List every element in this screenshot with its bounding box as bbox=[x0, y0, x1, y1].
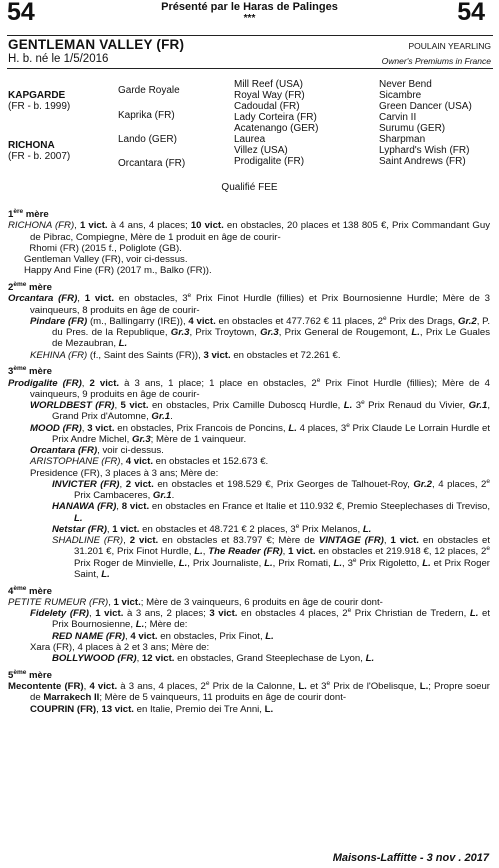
presented-by: Présenté par le Haras de Palinges bbox=[161, 1, 338, 13]
pedigree-gggs-7: Lyphard's Wish (FR) bbox=[379, 145, 470, 156]
pedigree-ggs-2: Royal Way (FR) bbox=[234, 90, 305, 101]
paragraph: INVICTER (FR), 2 vict. en obstacles et 198.529 €, Prix Georges de Talhouet-Roy, Gr.2, 4 places, 2e Prix Cambaceres, Gr.1. bbox=[52, 477, 490, 501]
paragraph: Happy And Fine (FR) (2017 m., Balko (FR)). bbox=[8, 265, 212, 277]
paragraph: Presidence (FR), 3 places à 3 ans; Mère de: bbox=[30, 467, 219, 479]
pedigree-ggs-3: Cadoudal (FR) bbox=[234, 101, 300, 112]
section-heading: 3ème mère bbox=[8, 365, 52, 378]
paragraph: MOOD (FR), 3 vict. en obstacles, Prix Francois de Poncins, L. 4 places, 3e Prix Claude Le Lorrain Hurdle et Prix Andre Michel, Gr.3; Mère de 1 vainqueur. bbox=[30, 421, 490, 445]
family-details bbox=[8, 209, 490, 715]
paragraph: Fidelety (FR), 1 vict. à 3 ans, 2 places; 3 vict. en obstacles 4 places, 2e Prix Christian de Tredern, L. et Prix Bournosienne, L.; Mère de: bbox=[30, 606, 490, 631]
paragraph: Rhomi (FR) (2015 f., Poliglote (GB). bbox=[8, 242, 182, 254]
pedigree-sire bbox=[8, 90, 70, 112]
sale-type: POULAIN YEARLING bbox=[408, 41, 491, 51]
horse-description: H. b. né le 1/5/2016 bbox=[8, 53, 109, 65]
section-heading: 5ème mère bbox=[8, 668, 52, 681]
pedigree-gs-4: Orcantara (FR) bbox=[118, 158, 186, 169]
paragraph: KEHINA (FR) (f., Saint des Saints (FR)), 3 vict. en obstacles et 72.261 €. bbox=[30, 349, 341, 361]
pedigree-gs-2: Kaprika (FR) bbox=[118, 110, 175, 121]
section-heading: 1ère mère bbox=[8, 207, 49, 220]
pedigree-gggs-8: Saint Andrews (FR) bbox=[379, 156, 466, 167]
footer-sale-date: Maisons-Laffitte - 3 nov . 2017 bbox=[332, 852, 489, 864]
dam-name: RICHONA bbox=[8, 140, 55, 151]
bottom-rule bbox=[7, 68, 493, 69]
paragraph: RICHONA (FR), 1 vict. à 4 ans, 4 places; 10 vict. en obstacles, 20 places et 138 805 €, Prix Commandant Guy de Pibrac, Compiegne, Mère de 1 produit en âge de courir- bbox=[8, 220, 490, 243]
pedigree-gggs-5: Surumu (GER) bbox=[379, 123, 446, 134]
pedigree-gggs-1: Never Bend bbox=[379, 79, 432, 90]
paragraph: RED NAME (FR), 4 vict. en obstacles, Prix Finot, L. bbox=[52, 630, 274, 642]
pedigree-ggs-7: Villez (USA) bbox=[234, 145, 288, 156]
pedigree-gggs-4: Carvin II bbox=[379, 112, 417, 123]
sire-info: (FR - b. 1999) bbox=[8, 101, 71, 112]
paragraph: Pindare (FR) (m., Ballingarry (IRE)), 4 vict. en obstacles et 477.762 € 11 places, 2e Prix des Drags, Gr.2, P. du Pres. de la Republique, Gr.3, Prix Troytown, Gr.3, Prix General de Rougemont, L., Prix Le Guales de Mezaubran, L. bbox=[30, 314, 490, 350]
paragraph: WORLDBEST (FR), 5 vict. en obstacles, Prix Camille Duboscq Hurdle, L. 3e Prix Renaud du Vivier, Gr.1, Grand Prix d'Automne, Gr.1. bbox=[30, 398, 490, 423]
section-heading: 2ème mère bbox=[8, 280, 52, 293]
pedigree-ggs-4: Lady Corteira (FR) bbox=[234, 112, 317, 123]
pedigree-gggs-3: Green Dancer (USA) bbox=[379, 101, 472, 112]
consignor: Owner's Premiums in France bbox=[381, 56, 491, 66]
pedigree-ggs-6: Laurea bbox=[234, 134, 266, 145]
stars: *** bbox=[243, 13, 256, 24]
section-heading: 4ème mère bbox=[8, 584, 52, 597]
paragraph: HANAWA (FR), 8 vict. en obstacles en France et Italie et 110.932 €, Premio Steeplechases di Treviso, L. bbox=[52, 501, 490, 524]
pedigree-ggs-col bbox=[234, 79, 319, 167]
qualification: Qualifié FEE bbox=[221, 182, 278, 193]
pedigree-gs-1: Garde Royale bbox=[118, 85, 180, 96]
paragraph: BOLLYWOOD (FR), 12 vict. en obstacles, Grand Steeplechase de Lyon, L. bbox=[52, 653, 375, 664]
paragraph: COUPRIN (FR), 13 vict. en Italie, Premio dei Tre Anni, L. bbox=[30, 703, 274, 715]
paragraph: PETITE RUMEUR (FR), 1 vict.; Mère de 3 vainqueurs, 6 produits en âge de courir dont- bbox=[8, 596, 383, 608]
horse-name: GENTLEMAN VALLEY (FR) bbox=[8, 37, 185, 52]
paragraph: ARISTOPHANE (FR), 4 vict. en obstacles et 152.673 €. bbox=[30, 456, 269, 468]
pedigree-ggs-8: Prodigalite (FR) bbox=[234, 156, 305, 167]
pedigree-gggs-6: Sharpman bbox=[379, 134, 426, 145]
pedigree-ggs-5: Acatenango (GER) bbox=[234, 123, 319, 134]
paragraph: Gentleman Valley (FR), voir ci-dessus. bbox=[8, 254, 188, 265]
top-rule bbox=[7, 35, 493, 36]
paragraph: Prodigalite (FR), 2 vict. à 3 ans, 1 place; 1 place en obstacles, 2e Prix Finot Hurdle (fillies); Mère de 4 vainqueurs, 9 produits en âge de courir- bbox=[8, 376, 491, 400]
dam-info: (FR - b. 2007) bbox=[8, 151, 71, 162]
paragraph: Mecontente (FR), 4 vict. à 3 ans, 4 places, 2e Prix de la Calonne, L. et 3e Prix de l'Obelisque, L.; Propre soeur de Marrakech II; Mère de 5 vainqueurs, 11 produits en âge de courir dont- bbox=[8, 679, 491, 704]
pedigree-gggs-col bbox=[379, 79, 472, 167]
paragraph: Orcantara (FR), voir ci-dessus. bbox=[30, 445, 164, 456]
pedigree-gggs-2: Sicambre bbox=[379, 90, 422, 101]
paragraph: SHADLINE (FR), 2 vict. en obstacles et 83.797 €; Mère de VINTAGE (FR), 1 vict. en obstacles et 31.201 €, Prix Finot Hurdle, L., The Reader (FR), 1 vict. en obstacles et 219.918 €, 12 places, 2e Prix Roger de Minvielle, L., Prix Journaliste, L., Prix Romati, L., 3e Prix Rigoletto, L. et Prix Roger Saint, L. bbox=[52, 535, 490, 580]
paragraph: Orcantara (FR), 1 vict. en obstacles, 3e Prix Finot Hurdle (fillies) et Prix Bournosienne Hurdle; Mère de 3 vainqueurs, 8 produits en âge de courir- bbox=[8, 292, 490, 316]
paragraph: Xara (FR), 4 places à 2 et 3 ans; Mère de: bbox=[30, 641, 210, 653]
lot-number-left: 54 bbox=[7, 0, 35, 26]
lot-number-right: 54 bbox=[457, 0, 485, 26]
pedigree-gs-3: Lando (GER) bbox=[118, 134, 177, 145]
pedigree-dam bbox=[8, 140, 70, 162]
paragraph: Netstar (FR), 1 vict. en obstacles et 48.721 € 2 places, 3e Prix Melanos, L. bbox=[52, 522, 372, 535]
sire-name: KAPGARDE bbox=[8, 90, 66, 101]
pedigree-ggs-1: Mill Reef (USA) bbox=[234, 79, 303, 90]
